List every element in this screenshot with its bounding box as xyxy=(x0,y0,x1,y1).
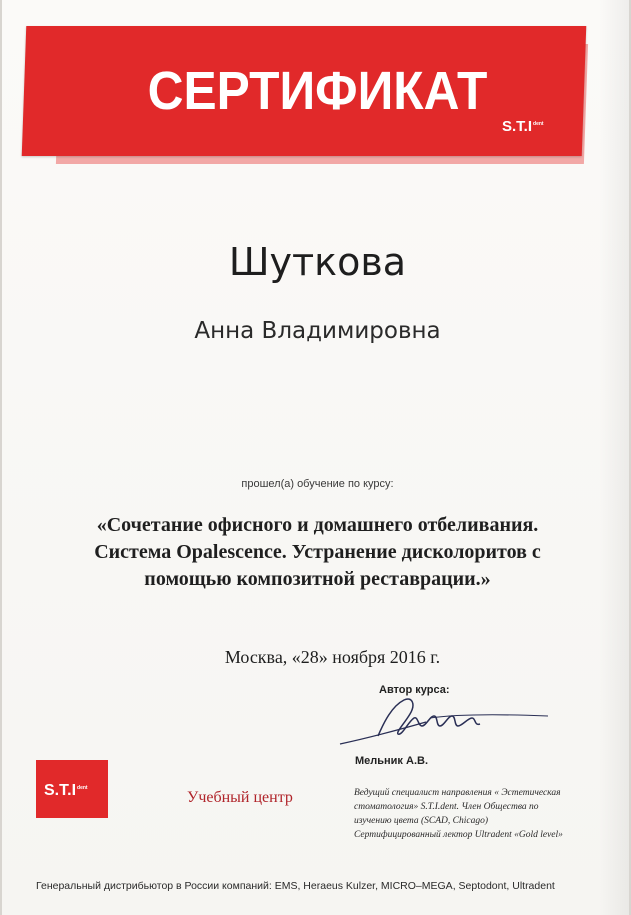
distributor-note: Генеральный дистрибьютор в России компаний: EMS, Heraeus Kulzer, MICRO–MEGA, Septodont, Ultradent xyxy=(36,880,555,892)
sti-logo-footer xyxy=(36,760,108,818)
sti-footer-logo-text: $S.T.I^{dent}$ xyxy=(44,782,88,799)
course-author-description xyxy=(354,786,624,842)
certificate-title: СЕРТИФИКАТ xyxy=(147,61,488,121)
certificate-page xyxy=(2,0,629,915)
sti-footer-logo-mark: dent xyxy=(77,784,88,791)
recipient-surname: Шуткова xyxy=(228,240,407,284)
page-edge-shadow xyxy=(599,0,629,915)
author-signature xyxy=(338,692,558,752)
course-intro: прошел(а) обучение по курсу: xyxy=(241,478,394,490)
sti-logo-banner xyxy=(502,118,544,135)
author-description-line: Ведущий специалист направления « Эстетическая xyxy=(354,788,561,798)
recipient-given-names: Анна Владимировна xyxy=(194,318,441,344)
course-title xyxy=(42,512,593,593)
place-and-date: Москва, «28» ноября 2016 г. xyxy=(224,647,441,667)
course-title-line: Система Opalescence. Устранение дисколоритов с xyxy=(94,541,541,563)
author-description-line: стоматология» S.T.I.dent. Член Общества по xyxy=(354,802,539,812)
course-title-line: «Сочетание офисного и домашнего отбеливания. xyxy=(96,514,539,536)
sti-logo-mark: dent xyxy=(533,121,544,127)
course-author-label: Автор курса: xyxy=(379,684,450,696)
author-description-line: Сертифицированный лектор Ultradent «Gold level» xyxy=(354,830,563,840)
author-description-line: изучению цвета (SCAD, Chicago) xyxy=(354,816,488,826)
sti-logo-text: S.T.I xyxy=(502,118,533,135)
course-author-name: Мельник А.В. xyxy=(355,755,428,767)
training-center-label: Учебный центр xyxy=(187,789,293,806)
course-title-line: помощью композитной реставрации.» xyxy=(144,568,491,590)
